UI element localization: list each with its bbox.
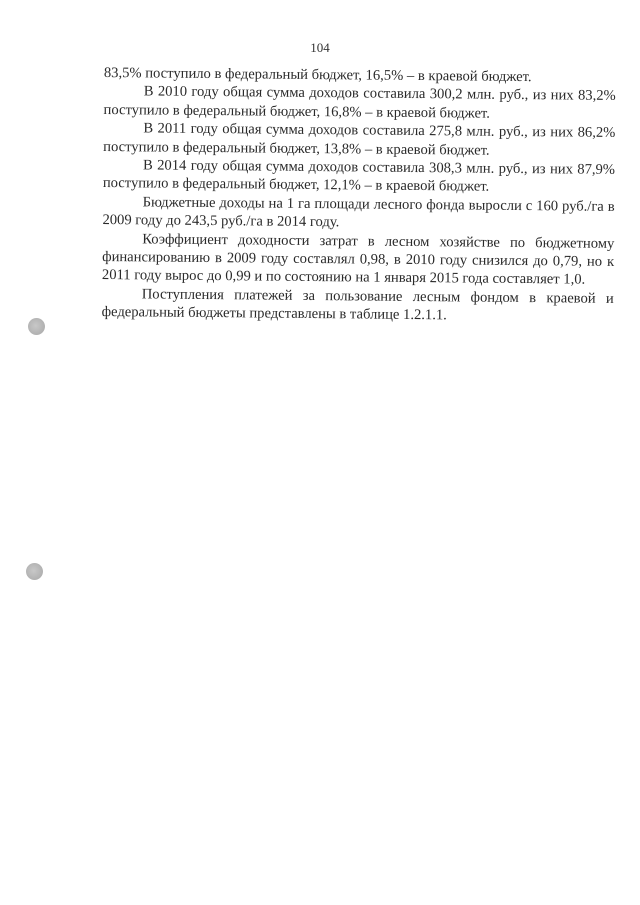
paragraph-budget-per-hectare: Бюджетные доходы на 1 га площади лесного фонда выросли с 160 руб./га в 2009 году до 243,5 руб./га в 2014 году. — [102, 194, 615, 231]
paragraph-continuation: 83,5% поступило в федеральный бюджет, 16,5% – в краевой бюджет. — [103, 64, 532, 86]
page-number: 104 — [310, 40, 330, 55]
document-body — [102, 64, 616, 327]
paragraph-profitability-coefficient: Коэффициент доходности затрат в лесном хозяйстве по бюджетному финансированию в 2009 году составлял 0,98, в 2010 году снизился до 0,79, но к 2011 году вырос до 0,99 и по состоянию на 1 января 2015 года составляет 1,0. — [101, 231, 615, 289]
binder-punch-hole — [26, 563, 43, 580]
paragraph-2011-income: В 2011 году общая сумма доходов составила 275,8 млн. руб., из них 86,2% поступило в федеральный бюджет, 13,8% – в краевой бюджет. — [103, 120, 616, 159]
paragraph-2014-income: В 2014 году общая сумма доходов составила 308,3 млн. руб., из них 87,9% поступило в федеральный бюджет, 12,1% – в краевой бюджет. — [102, 157, 616, 196]
binder-punch-hole — [28, 318, 45, 335]
paragraph-2010-income: В 2010 году общая сумма доходов составила 300,2 млн. руб., из них 83,2% поступило в федеральный бюджет, 16,8% – в краевой бюджет. — [103, 83, 616, 122]
paragraph-payments-table-reference: Поступления платежей за пользование лесным фондом в краевой и федеральный бюджеты представлены в таблице 1.2.1.1. — [101, 286, 614, 324]
